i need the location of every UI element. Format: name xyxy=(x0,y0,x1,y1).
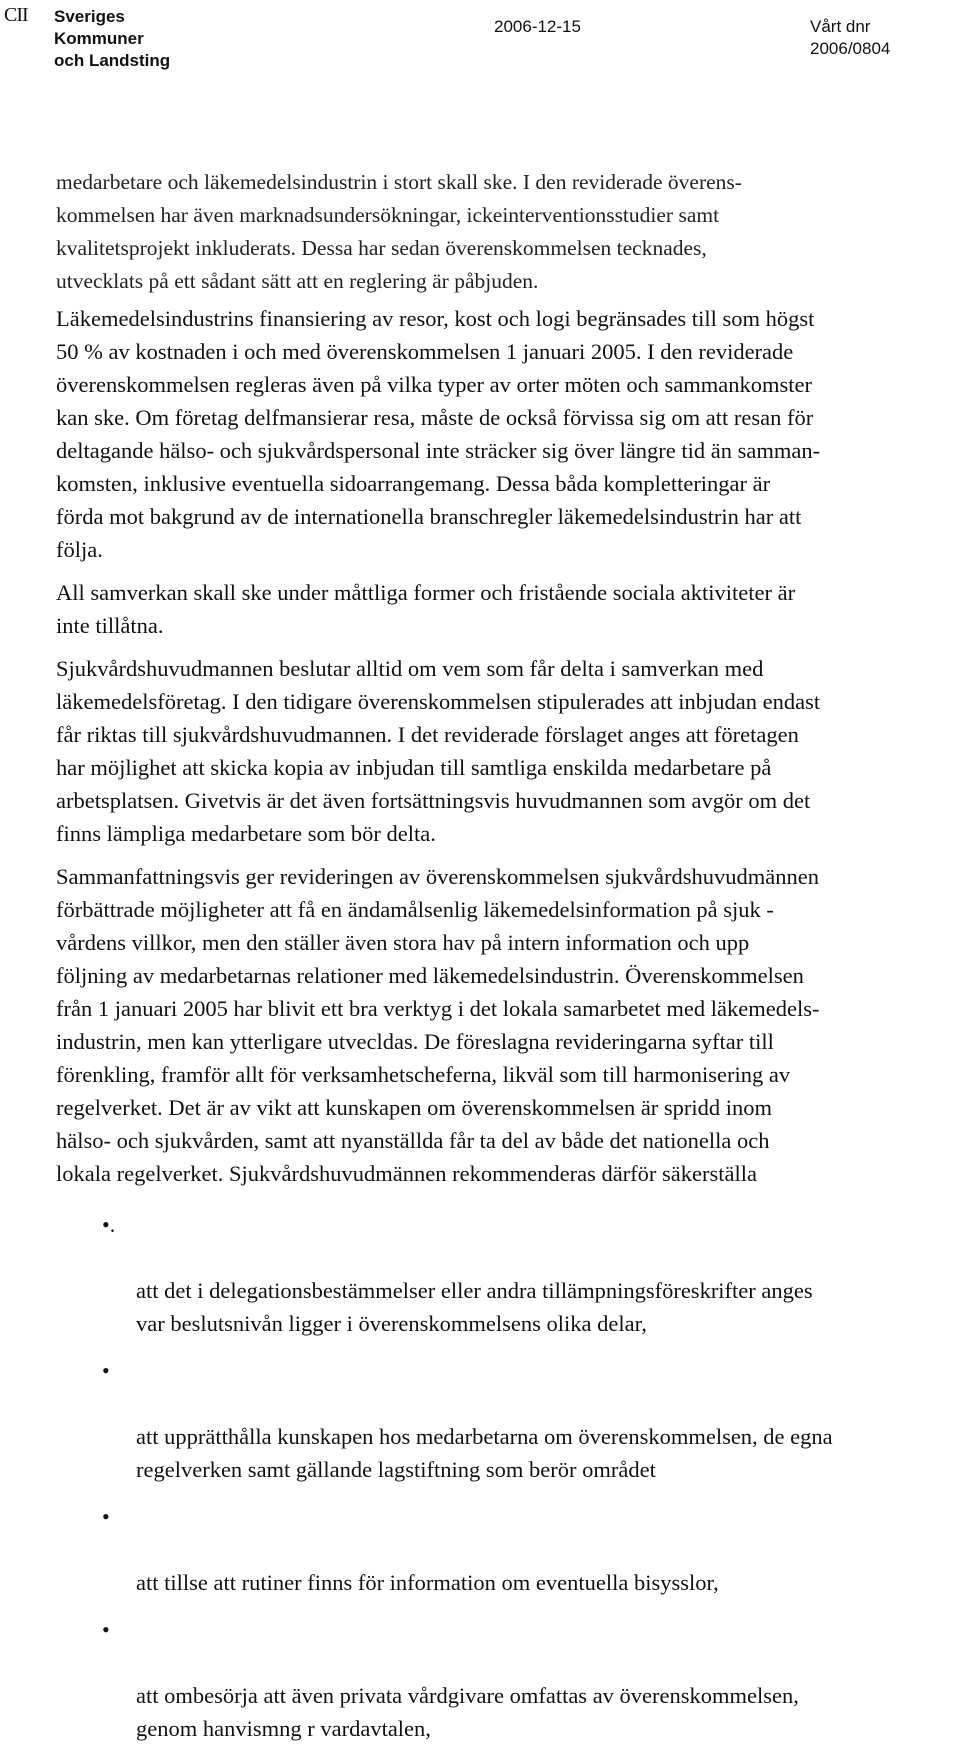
document-date: 2006-12-15 xyxy=(494,17,581,36)
reference-number: 2006/0804 xyxy=(810,39,891,58)
org-name-line-2: Kommuner xyxy=(54,29,144,48)
list-item-text: att ombesörja att även privata vårdgivare omfattas av överenskommelsen, genom hanvismng r vardavtalen, xyxy=(136,1683,799,1741)
list-item xyxy=(56,1613,956,1745)
body-paragraph-2: Läkemedelsindustrins finansiering av resor, kost och logi begränsades till som högst 50 % av kostnaden i och med överenskommelsen 1 januari 2005. I den reviderade överenskommelsen regleras även på vilka typer av orter möten och sammankomster kan ske. Om företag delfmansierar resa, måste de också förvissa sig om att resan för deltagande hälso- och sjukvårdspersonal inte sträcker sig över längre tid än samman- komsten, inklusive eventuella sidoarrangemang. Dessa båda kompletteringar är förda mot bakgrund av de internationella branschregler läkemedelsindustrin har att följa. xyxy=(56,306,821,562)
bullet-icon: •. xyxy=(102,1212,116,1237)
body-paragraph-5: Sammanfattningsvis ger revideringen av överenskommelsen sjukvårdshuvudmännen förbättrade möjligheter att få en ändamålsenlig läkemedelsinformation på sjuk - vårdens villkor, men den ställer även stora hav på intern information och upp följning av medarbetarnas relationer med läkemedelsindustrin. Överenskommelsen från 1 januari 2005 har blivit ett bra verktyg i det lokala samarbetet med läkemedels- industrin, men kan ytterligare utvecldas. De föreslagna revideringarna syftar till förenkling, framför allt för verksamhetscheferna, likväl som till harmonisering av regelverket. Det är av vikt att kunskapen om överenskommelsen är spridd inom hälso- och sjukvården, samt att nyanställda får ta del av både det nationella och lokala regelverket. Sjukvårdshuvudmännen rekommenderas därför säkerställa xyxy=(56,864,820,1186)
body-paragraph-3: All samverkan skall ske under måttliga former och fristående sociala aktiviteter är inte tillåtna. xyxy=(56,580,796,638)
bullet-icon: • xyxy=(102,1358,110,1383)
body-paragraph-1: medarbetare och läkemedelsindustrin i stort skall ske. I den reviderade överens- kommelsen har även marknadsundersökningar, ickeinterventionsstudier samt kvalitetsprojekt inkluderats. Dessa har sedan överenskommelsen tecknades, utvecklats på ett sådant sätt att en reglering är påbjuden. xyxy=(56,170,742,293)
list-item xyxy=(56,1354,956,1486)
page-header xyxy=(0,0,960,80)
list-item-text: att upprätthålla kunskapen hos medarbetarna om överenskommelsen, de egna regelverken samt gällande lagstiftning som berör området xyxy=(136,1424,833,1482)
reference-label: Vårt dnr xyxy=(810,17,871,36)
org-name-line-1: Sveriges xyxy=(54,7,125,26)
bullet-icon: • xyxy=(102,1504,110,1529)
list-item xyxy=(56,1500,956,1599)
organization-name xyxy=(54,6,170,72)
list-item xyxy=(56,1208,956,1340)
body-paragraph-4: Sjukvårdshuvudmannen beslutar alltid om vem som får delta i samverkan med läkemedelsföretag. I den tidigare överenskommelsen stipulerades att inbjudan endast får riktas till sjukvårdshuvudmannen. I det reviderade förslaget anges att företagen har möjlighet att skicka kopia av inbjudan till samtliga enskilda medarbetare på arbetsplatsen. Givetvis är det även fortsättningsvis huvudmannen som avgör om det finns lämpliga medarbetare som bör delta. xyxy=(56,656,821,846)
reference-block xyxy=(810,16,890,60)
list-item-text: att det i delegationsbestämmelser eller andra tillämpningsföreskrifter anges var beslutsnivån ligger i överenskommelsens olika delar, xyxy=(136,1278,813,1336)
skl-logo: CII xyxy=(4,4,28,26)
list-item-text: att tillse att rutiner finns för information om eventuella bisysslor, xyxy=(136,1570,719,1595)
bullet-icon: • xyxy=(102,1617,110,1642)
document-body xyxy=(56,166,956,1759)
recommendation-list xyxy=(56,1208,956,1745)
org-name-line-3: och Landsting xyxy=(54,51,171,70)
